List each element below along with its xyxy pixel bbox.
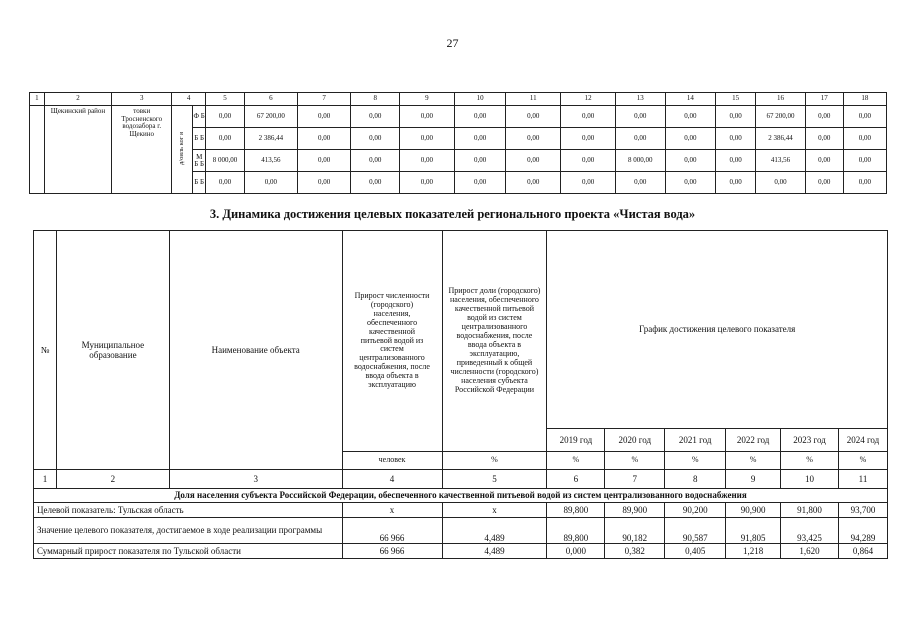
t2-unit: % xyxy=(547,452,605,470)
t1-cell: 0,00 xyxy=(297,128,351,150)
t2-cell: 0,864 xyxy=(839,544,888,559)
indicator-table xyxy=(33,230,888,559)
t1-cell: 0,00 xyxy=(716,106,756,128)
t1-cell: 0,00 xyxy=(843,172,886,194)
t1-cell: 0,00 xyxy=(616,128,666,150)
t1-h8: 8 xyxy=(351,93,399,106)
t1-cell: 0,00 xyxy=(843,106,886,128)
t2-cell: 91,805 xyxy=(726,518,781,544)
t2-year: 2024 год xyxy=(839,429,888,452)
t1-cell: 0,00 xyxy=(805,128,843,150)
t1-cell: 413,56 xyxy=(756,150,806,172)
t1-cell: 0,00 xyxy=(506,128,561,150)
t2-header-row xyxy=(34,231,888,429)
t2-cell: 90,900 xyxy=(726,503,781,518)
t1-cell: 0,00 xyxy=(206,128,245,150)
t1-h16: 16 xyxy=(756,93,806,106)
t2-cell: 0,382 xyxy=(605,544,665,559)
t2-data-row xyxy=(34,503,888,518)
t2-col-num: 7 xyxy=(605,470,665,489)
t1-cell: 0,00 xyxy=(506,106,561,128)
t1-cell: 67 200,00 xyxy=(245,106,298,128)
t1-cell: 0,00 xyxy=(665,150,716,172)
t1-cell: 0,00 xyxy=(805,106,843,128)
t1-h14: 14 xyxy=(665,93,716,106)
t1-cell: 0,00 xyxy=(843,150,886,172)
t1-cell: 0,00 xyxy=(399,150,454,172)
t1-fund-letter: Б Б xyxy=(193,128,206,150)
t1-cell: 0,00 xyxy=(351,106,399,128)
t2-header-population-growth: Прирост численности (городского) населения, обеспеченного качественной питьевой водой из систем централизованного водоснабжения, после ввода объекта в эксплуатацию xyxy=(342,231,442,452)
t1-cell: 0,00 xyxy=(665,172,716,194)
t1-cell: 0,00 xyxy=(399,106,454,128)
t2-cell: 0,405 xyxy=(665,544,726,559)
t1-cell: 8 000,00 xyxy=(616,150,666,172)
t2-col-num: 9 xyxy=(726,470,781,489)
t2-cell: 93,425 xyxy=(781,518,839,544)
t2-cell: 66 966 xyxy=(342,518,442,544)
t2-header-schedule: График достижения целевого показателя xyxy=(547,231,888,429)
t1-cell: 0,00 xyxy=(756,172,806,194)
t1-cell: 0,00 xyxy=(245,172,298,194)
t2-indicator-title: Доля населения субъекта Российской Федерации, обеспеченного качественной питьевой водой из систем централизованного водоснабжения xyxy=(34,489,888,503)
t2-year: 2021 год xyxy=(665,429,726,452)
t1-cell: 0,00 xyxy=(351,150,399,172)
t2-cell: 89,800 xyxy=(547,503,605,518)
t1-cell: 0,00 xyxy=(805,172,843,194)
t2-col-num: 11 xyxy=(839,470,888,489)
table1-header-row xyxy=(30,93,887,106)
t2-unit: % xyxy=(665,452,726,470)
t2-indicator-title-row xyxy=(34,489,888,503)
t1-h9: 9 xyxy=(399,93,454,106)
t2-cell: 91,800 xyxy=(781,503,839,518)
t2-data-row xyxy=(34,518,888,544)
t2-row-label: Целевой показатель: Тульская область xyxy=(34,503,343,518)
t2-col-num: 2 xyxy=(56,470,169,489)
t1-cell: 0,00 xyxy=(616,106,666,128)
section-title: 3. Динамика достижения целевых показателей регионального проекта «Чистая вода» xyxy=(209,207,696,221)
t1-cell: 0,00 xyxy=(206,106,245,128)
t1-cell: 0,00 xyxy=(716,150,756,172)
t2-cell: 1,620 xyxy=(781,544,839,559)
t2-cell: 66 966 xyxy=(342,544,442,559)
t2-header-object: Наименование объекта xyxy=(169,231,342,470)
t1-empty-cell xyxy=(30,106,45,194)
t1-cell: 0,00 xyxy=(805,150,843,172)
t1-cell: 2 386,44 xyxy=(756,128,806,150)
t2-cell: 93,700 xyxy=(839,503,888,518)
t2-row-label: Значение целевого показателя, достигаемое в ходе реализации программы xyxy=(34,518,343,544)
t2-unit: % xyxy=(726,452,781,470)
table1-row xyxy=(30,106,887,128)
t2-cell: 94,289 xyxy=(839,518,888,544)
t1-h10: 10 xyxy=(454,93,506,106)
t2-unit: % xyxy=(781,452,839,470)
t1-fund-letter: Б Б xyxy=(193,172,206,194)
t2-col-num: 10 xyxy=(781,470,839,489)
t1-cell: 0,00 xyxy=(716,172,756,194)
t1-cell: 0,00 xyxy=(454,172,506,194)
t2-year: 2019 год xyxy=(547,429,605,452)
t1-h4: 4 xyxy=(172,93,206,106)
t2-year: 2022 год xyxy=(726,429,781,452)
t1-cell: 0,00 xyxy=(351,128,399,150)
t1-cell: 0,00 xyxy=(665,128,716,150)
t1-h11: 11 xyxy=(506,93,561,106)
t1-cell: 0,00 xyxy=(616,172,666,194)
t2-cell: 4,489 xyxy=(442,518,547,544)
t1-cell: 0,00 xyxy=(351,172,399,194)
t1-fund-letter: М Б Б xyxy=(193,150,206,172)
t2-unit: % xyxy=(605,452,665,470)
t2-cell: 90,200 xyxy=(665,503,726,518)
t2-cell: 4,489 xyxy=(442,544,547,559)
t2-row-label: Суммарный прирост показателя по Тульской области xyxy=(34,544,343,559)
t2-data-row xyxy=(34,544,888,559)
t1-h13: 13 xyxy=(616,93,666,106)
t2-col-num: 3 xyxy=(169,470,342,489)
t1-cell: 0,00 xyxy=(665,106,716,128)
t1-cell: 0,00 xyxy=(561,150,616,172)
t1-cell: 0,00 xyxy=(399,172,454,194)
t1-cell: 0,00 xyxy=(506,172,561,194)
t1-fund-letter: Ф Б xyxy=(193,106,206,128)
t1-h1: 1 xyxy=(30,93,45,106)
t1-cell: 0,00 xyxy=(399,128,454,150)
t1-district: Щекинский район xyxy=(44,106,111,194)
t1-cell: 2 386,44 xyxy=(245,128,298,150)
t1-object-name: товки Тросненского водозабора г. Щекино xyxy=(112,106,172,194)
t2-unit: человек xyxy=(342,452,442,470)
t1-h7: 7 xyxy=(297,93,351,106)
t2-cell: 89,900 xyxy=(605,503,665,518)
t2-cell: x xyxy=(342,503,442,518)
t1-cell: 0,00 xyxy=(454,106,506,128)
t1-cell: 0,00 xyxy=(561,106,616,128)
t1-cell: 413,56 xyxy=(245,150,298,172)
t2-year: 2023 год xyxy=(781,429,839,452)
t1-cell: 0,00 xyxy=(561,172,616,194)
t1-cell: 0,00 xyxy=(454,150,506,172)
t2-cell: 90,587 xyxy=(665,518,726,544)
t1-cell: 0,00 xyxy=(297,150,351,172)
t2-cell: 0,000 xyxy=(547,544,605,559)
t1-cell: 8 000,00 xyxy=(206,150,245,172)
t1-h2: 2 xyxy=(44,93,111,106)
t2-cell: x xyxy=(442,503,547,518)
t1-h18: 18 xyxy=(843,93,886,106)
t2-cell: 90,182 xyxy=(605,518,665,544)
t2-cell: 1,218 xyxy=(726,544,781,559)
t1-cell: 0,00 xyxy=(716,128,756,150)
t2-col-num: 8 xyxy=(665,470,726,489)
t2-unit: % xyxy=(442,452,547,470)
t1-cell: 0,00 xyxy=(206,172,245,194)
t1-vertical-label: д/оиль ког я xyxy=(172,106,193,194)
t1-h15: 15 xyxy=(716,93,756,106)
t2-year: 2020 год xyxy=(605,429,665,452)
t1-cell: 0,00 xyxy=(297,172,351,194)
t1-cell: 0,00 xyxy=(561,128,616,150)
page-number: 27 xyxy=(446,36,459,50)
financing-table xyxy=(29,92,887,194)
t2-col-num: 6 xyxy=(547,470,605,489)
t2-col-num: 5 xyxy=(442,470,547,489)
t1-cell: 67 200,00 xyxy=(756,106,806,128)
t2-col-num: 1 xyxy=(34,470,57,489)
t2-unit: % xyxy=(839,452,888,470)
t2-cell: 89,800 xyxy=(547,518,605,544)
t1-cell: 0,00 xyxy=(454,128,506,150)
t1-h6: 6 xyxy=(245,93,298,106)
t1-cell: 0,00 xyxy=(506,150,561,172)
t2-header-num: № xyxy=(34,231,57,470)
t1-h12: 12 xyxy=(561,93,616,106)
t1-h17: 17 xyxy=(805,93,843,106)
t2-col-num: 4 xyxy=(342,470,442,489)
t2-column-numbers-row xyxy=(34,470,888,489)
t1-h3: 3 xyxy=(112,93,172,106)
t2-header-municipality: Муниципальное образование xyxy=(56,231,169,470)
t1-cell: 0,00 xyxy=(297,106,351,128)
t2-header-share-growth: Прирост доли (городского) населения, обеспеченного качественной питьевой водой из систем централизованного водоснабжения, после ввода объекта в эксплуатацию, приведенный к общей численности (городского) населения субъекта Российской Федерации xyxy=(442,231,547,452)
t1-cell: 0,00 xyxy=(843,128,886,150)
t1-h5: 5 xyxy=(206,93,245,106)
